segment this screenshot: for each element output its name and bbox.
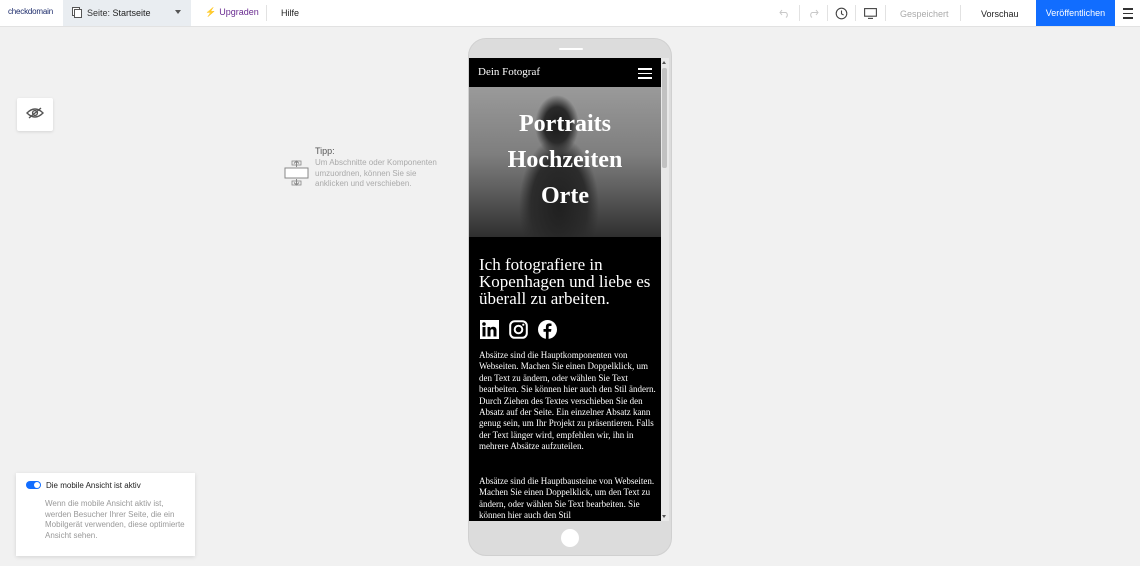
mobile-view-toggle[interactable] — [26, 481, 41, 489]
brand-logo[interactable]: checkdomain — [8, 7, 53, 16]
hero-image[interactable] — [469, 87, 661, 237]
scroll-up-icon[interactable] — [662, 61, 666, 64]
linkedin-icon[interactable] — [480, 320, 499, 339]
preview-button[interactable]: Vorschau — [981, 9, 1019, 19]
save-status: Gespeichert — [900, 9, 949, 19]
mobile-view-title: Die mobile Ansicht ist aktiv — [46, 481, 141, 490]
divider — [960, 5, 961, 21]
divider — [855, 5, 856, 21]
facebook-icon[interactable] — [538, 320, 557, 339]
menu-icon[interactable] — [1123, 8, 1133, 22]
scroll-thumb[interactable] — [662, 68, 667, 168]
hero-line[interactable]: Portraits — [519, 111, 611, 137]
phone-home-button — [561, 529, 579, 547]
desktop-view-icon[interactable] — [862, 5, 878, 21]
divider — [827, 5, 828, 21]
tip-text: Um Abschnitte oder Komponenten umzuordnen, können Sie sie anklicken und verschieben. — [315, 158, 437, 188]
text-paragraph[interactable]: Absätze sind die Hauptkomponenten von Webseiten. Machen Sie einen Doppelklick, um den Text zu ändern, oder wählen Sie Text bearbeiten. Sie können hier auch den Stil ändern. Durch Ziehen des Textes verschieben Sie den Absatz auf der Seite. Ein einzelner Absatz kann genug sein, um Ihr Projekt zu präsentieren. Falls der Text länger wird, empfehlen wir, ihn in mehrere Absätze aufzuteilen. — [479, 350, 656, 452]
eye-slash-icon — [26, 106, 44, 124]
text-paragraph[interactable]: Absätze sind die Hauptbausteine von Webseiten. Machen Sie einen Doppelklick, um den Text zu ändern, oder wählen Sie Text bearbeiten. Sie können hier auch den Stil — [479, 476, 655, 521]
help-menu[interactable]: Hilfe — [281, 8, 300, 18]
hamburger-menu-icon[interactable] — [638, 68, 652, 82]
divider — [266, 5, 267, 21]
hero-line[interactable]: Orte — [541, 183, 589, 209]
social-links — [480, 320, 557, 339]
mobile-view-description: Wenn die mobile Ansicht aktiv ist, werden Besucher Ihrer Seite, die ein Mobilgerät verwenden, diese optimierte Ansicht sehen. — [45, 499, 185, 541]
chevron-down-icon — [175, 10, 181, 14]
hero-line[interactable]: Hochzeiten — [507, 147, 623, 173]
publish-button[interactable]: Veröffentlichen — [1036, 0, 1115, 26]
phone-speaker — [559, 48, 583, 50]
pages-icon — [72, 7, 82, 20]
tip-title: Tipp: — [315, 146, 335, 156]
mobile-preview-screen[interactable] — [469, 58, 661, 521]
scroll-down-icon[interactable] — [662, 515, 666, 518]
current-page-name: Startseite — [112, 8, 151, 18]
page-prefix: Seite: — [87, 8, 111, 18]
history-icon[interactable] — [833, 5, 849, 21]
lightning-icon: ⚡ — [205, 7, 217, 17]
upgrade-label: Upgraden — [219, 7, 259, 17]
instagram-icon[interactable] — [509, 320, 528, 339]
site-header[interactable] — [469, 58, 661, 87]
intro-heading[interactable]: Ich fotografiere in Kopenhagen und liebe es überall zu arbeiten. — [479, 255, 651, 308]
divider — [885, 5, 886, 21]
divider — [799, 5, 800, 21]
drag-sections-icon — [284, 160, 309, 191]
hide-elements-button[interactable] — [17, 98, 53, 131]
page-selector-label — [87, 8, 151, 18]
redo-icon[interactable] — [805, 5, 821, 21]
upgrade-button[interactable] — [205, 7, 259, 18]
preview-scrollbar[interactable] — [661, 58, 669, 521]
mobile-view-card — [16, 473, 195, 556]
undo-icon[interactable] — [776, 5, 792, 21]
page-selector[interactable] — [63, 0, 191, 26]
site-title[interactable]: Dein Fotograf — [478, 66, 541, 78]
top-toolbar — [0, 0, 1140, 27]
